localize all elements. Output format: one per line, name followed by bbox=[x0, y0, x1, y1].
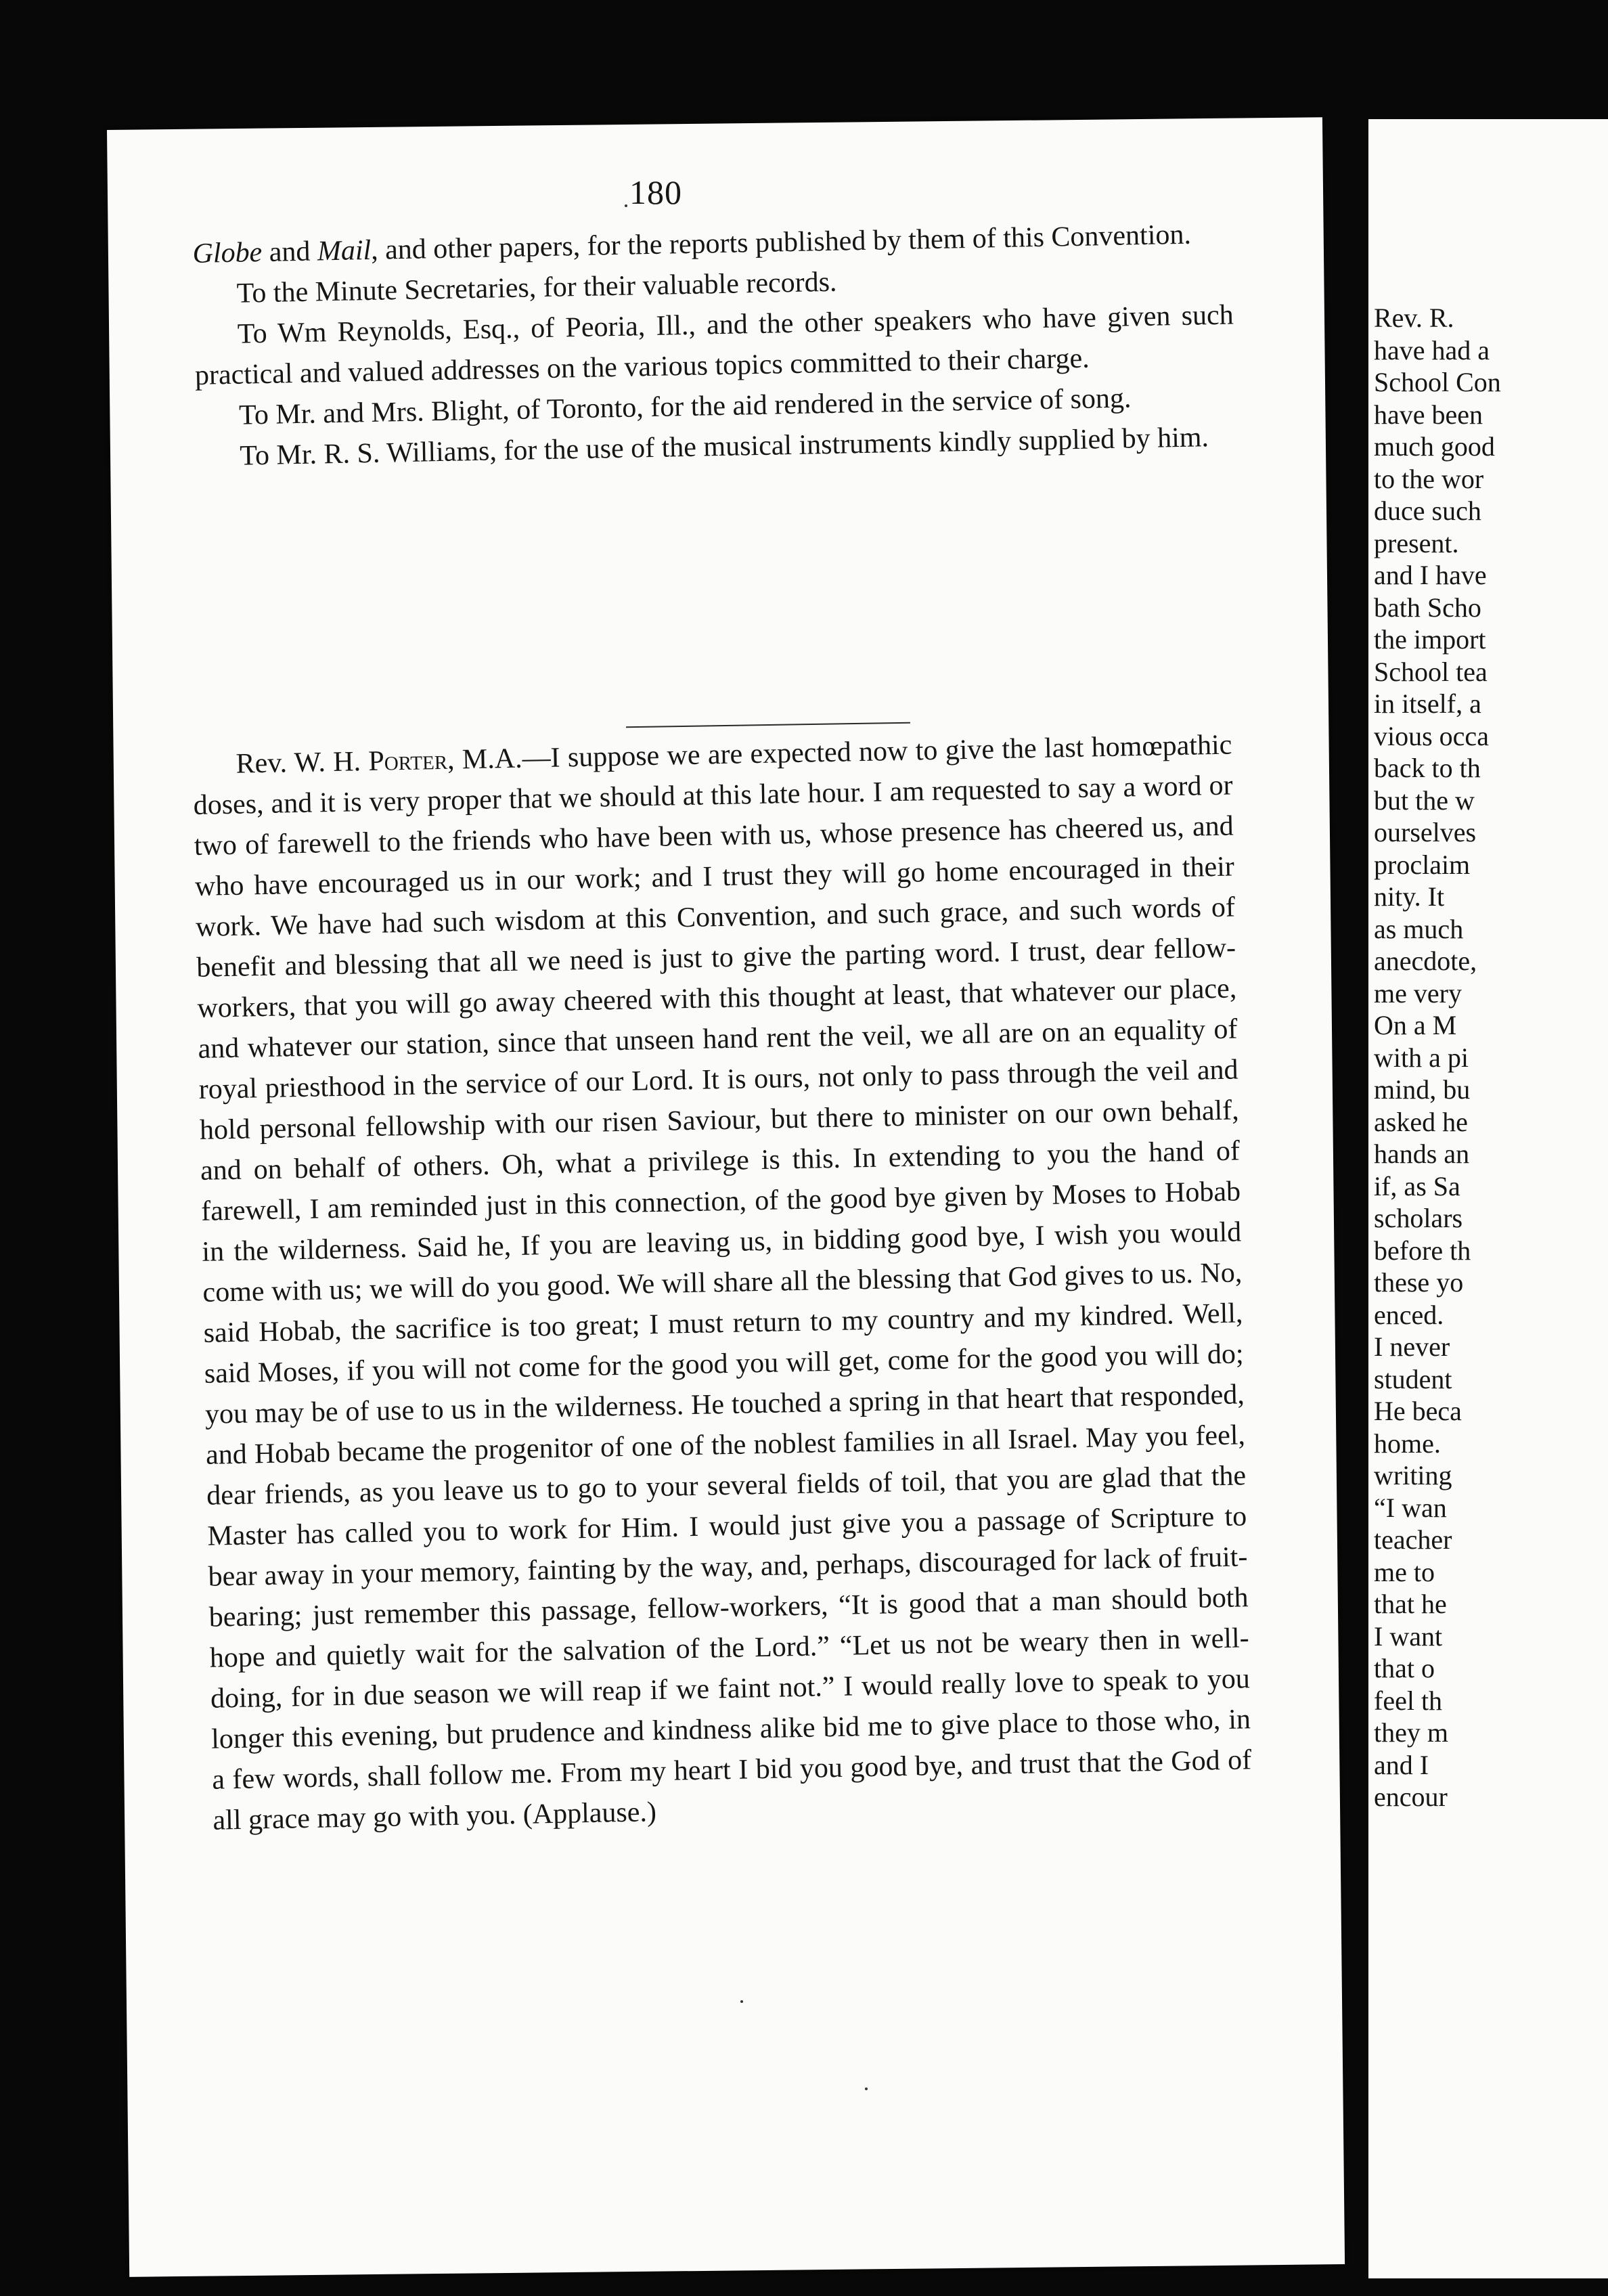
right-page-line: writing bbox=[1374, 1460, 1452, 1491]
right-page-line: have had a bbox=[1374, 334, 1490, 366]
right-page-line: duce such bbox=[1374, 495, 1481, 526]
right-page-line: in itself, a bbox=[1374, 688, 1481, 719]
speaker-degree: , M.A. bbox=[447, 743, 523, 776]
right-page-line: proclaim bbox=[1374, 849, 1471, 880]
right-page bbox=[1368, 119, 1608, 2278]
newspaper-name: Globe bbox=[192, 237, 263, 269]
right-page-line: as much bbox=[1374, 913, 1464, 944]
right-page-line: before th bbox=[1374, 1235, 1471, 1266]
page-number: 180 bbox=[629, 173, 682, 211]
right-page-line: if, as Sa bbox=[1374, 1170, 1460, 1201]
right-page-line: encour bbox=[1374, 1782, 1448, 1812]
speaker-title: Rev. W. H. bbox=[236, 746, 369, 780]
speech-text: —I suppose we are expected now to give the last homœpathic doses, and it is very proper that we should at this late hour. I am requested to say a word or two of farewell to the friends who have been with us, whose presence has cheered us, and who have encouraged us in our work; and I trust they will go home encouraged in their work. We have had such wisdom at this Convention, and such grace, and such words of benefit and blessing that all we need is just to give the parting word. I trust, dear fellow-workers, that you will go away cheered with this thought at least, that whatever our place, and whatever our station, since that unseen hand rent the veil, we all are on an equality of royal priesthood in the service of our Lord. It is ours, not only to pass through the veil and hold personal fellowship with our risen Saviour, but there to minister on our own behalf, and on behalf of others. Oh, what a privilege is this. In extending to you the hand of farewell, I am reminded just in this connection, of the good bye given by Moses to Hobab in the wilderness. Said he, If you are leaving us, in bidding good bye, I wish you would come with us; we will do you good. We will share all the blessing that God gives to us. No, said Hobab, the sacrifice is too great; I must return to my country and my kindred. Well, said Moses, if you will not come for the good you will get, come for the good you will do; you may be of use to us in the wilderness. He touched a spring in that heart that responded, and Hobab became the progenitor of one of the noblest families in all Israel. May you feel, dear friends, as you leave us to go to your several fields of toil, that you are glad that the Master has called you to work for Him. I would just give you a passage of Scripture to bear away in your memory, fainting by the way, and, perhaps, discouraged for lack of fruit-bearing; just remember this passage, fellow-workers, “It is good that a man should both hope and quietly wait for the salvation of the Lord.” “Let us not be weary then in well-doing, for in due season we will reap if we faint not.” I would really love to speak to you longer this evening, but prudence and kindness alike bid me to give place to those who, in a few words, shall follow me. From my heart I bid you good bye, and trust that the God of all grace may go with you. (Applause.) bbox=[193, 729, 1252, 1836]
right-page-line: bath Scho bbox=[1374, 592, 1481, 623]
right-page-line: feel th bbox=[1374, 1685, 1443, 1716]
thanks-paragraph: To the Minute Secretaries, for their valuable records. bbox=[236, 266, 837, 309]
thanks-text: and bbox=[261, 236, 318, 269]
right-page-line: but the w bbox=[1374, 785, 1475, 816]
right-page-line: present. bbox=[1374, 527, 1459, 558]
thanks-paragraph: To Wm Reynolds, Esq., of Peoria, Ill., and the other speakers who have given such practical and valued addresses on the various topics committed to their charge. bbox=[194, 299, 1234, 391]
right-page-line: hands an bbox=[1374, 1139, 1470, 1169]
right-page-line: student bbox=[1374, 1363, 1452, 1394]
right-page-line: me to bbox=[1374, 1556, 1435, 1587]
right-page-line: ourselves bbox=[1374, 817, 1477, 847]
right-page-line: enced. bbox=[1374, 1299, 1444, 1330]
right-page-line: I never bbox=[1374, 1331, 1450, 1362]
right-page-line: anecdote, bbox=[1374, 946, 1477, 976]
right-page-line: asked he bbox=[1374, 1106, 1468, 1137]
right-page-line: that he bbox=[1374, 1589, 1447, 1619]
right-page-line: School Con bbox=[1374, 367, 1501, 397]
right-page-line: and I bbox=[1374, 1749, 1429, 1780]
right-page-line: me very bbox=[1374, 977, 1462, 1009]
right-page-line: they m bbox=[1374, 1717, 1448, 1748]
newspaper-name: Mail bbox=[317, 234, 372, 267]
thanks-paragraph: To Mr. R. S. Williams, for the use of the musical instruments kindly supplied by him. bbox=[239, 422, 1209, 472]
right-page-line: have been bbox=[1374, 399, 1483, 430]
speech bbox=[192, 725, 1253, 1841]
right-page-line: scholars bbox=[1374, 1203, 1463, 1233]
right-page-line: He beca bbox=[1374, 1396, 1462, 1426]
right-page-line: vious occa bbox=[1374, 720, 1489, 751]
right-page-line: these yo bbox=[1374, 1267, 1464, 1298]
right-page-line: teacher bbox=[1374, 1524, 1452, 1555]
paper-speck bbox=[625, 204, 627, 207]
thanks-text: , and other papers, for the reports published by them of this Convention. bbox=[370, 219, 1192, 266]
right-page-line: with a pi bbox=[1374, 1042, 1469, 1073]
right-page-line: much good bbox=[1374, 431, 1495, 462]
speech-paragraph bbox=[192, 725, 1253, 1841]
right-page-line: “I wan bbox=[1374, 1492, 1447, 1523]
right-page-line: to the wor bbox=[1374, 463, 1484, 494]
right-page-line: Rev. R. bbox=[1374, 303, 1454, 333]
paper-speck bbox=[740, 2000, 743, 2003]
thanks-list bbox=[192, 214, 1236, 477]
thanks-paragraph: To Mr. and Mrs. Blight, of Toronto, for the aid rendered in the service of song. bbox=[238, 382, 1132, 431]
right-page-line: back to th bbox=[1374, 753, 1481, 783]
right-page-text bbox=[1374, 302, 1501, 1813]
right-page-line: I want bbox=[1374, 1620, 1443, 1652]
right-page-line: School tea bbox=[1374, 656, 1488, 687]
right-page-line: nity. It bbox=[1374, 881, 1445, 912]
paper-speck bbox=[865, 2088, 868, 2090]
speaker-name: Porter bbox=[367, 744, 448, 778]
right-page-line: and I have bbox=[1374, 560, 1487, 590]
right-page-line: the import bbox=[1374, 624, 1486, 655]
right-page-line: mind, bu bbox=[1374, 1074, 1471, 1105]
right-page-line: home. bbox=[1374, 1428, 1441, 1459]
right-page-line: On a M bbox=[1374, 1010, 1457, 1040]
right-page-line: that o bbox=[1374, 1653, 1435, 1683]
